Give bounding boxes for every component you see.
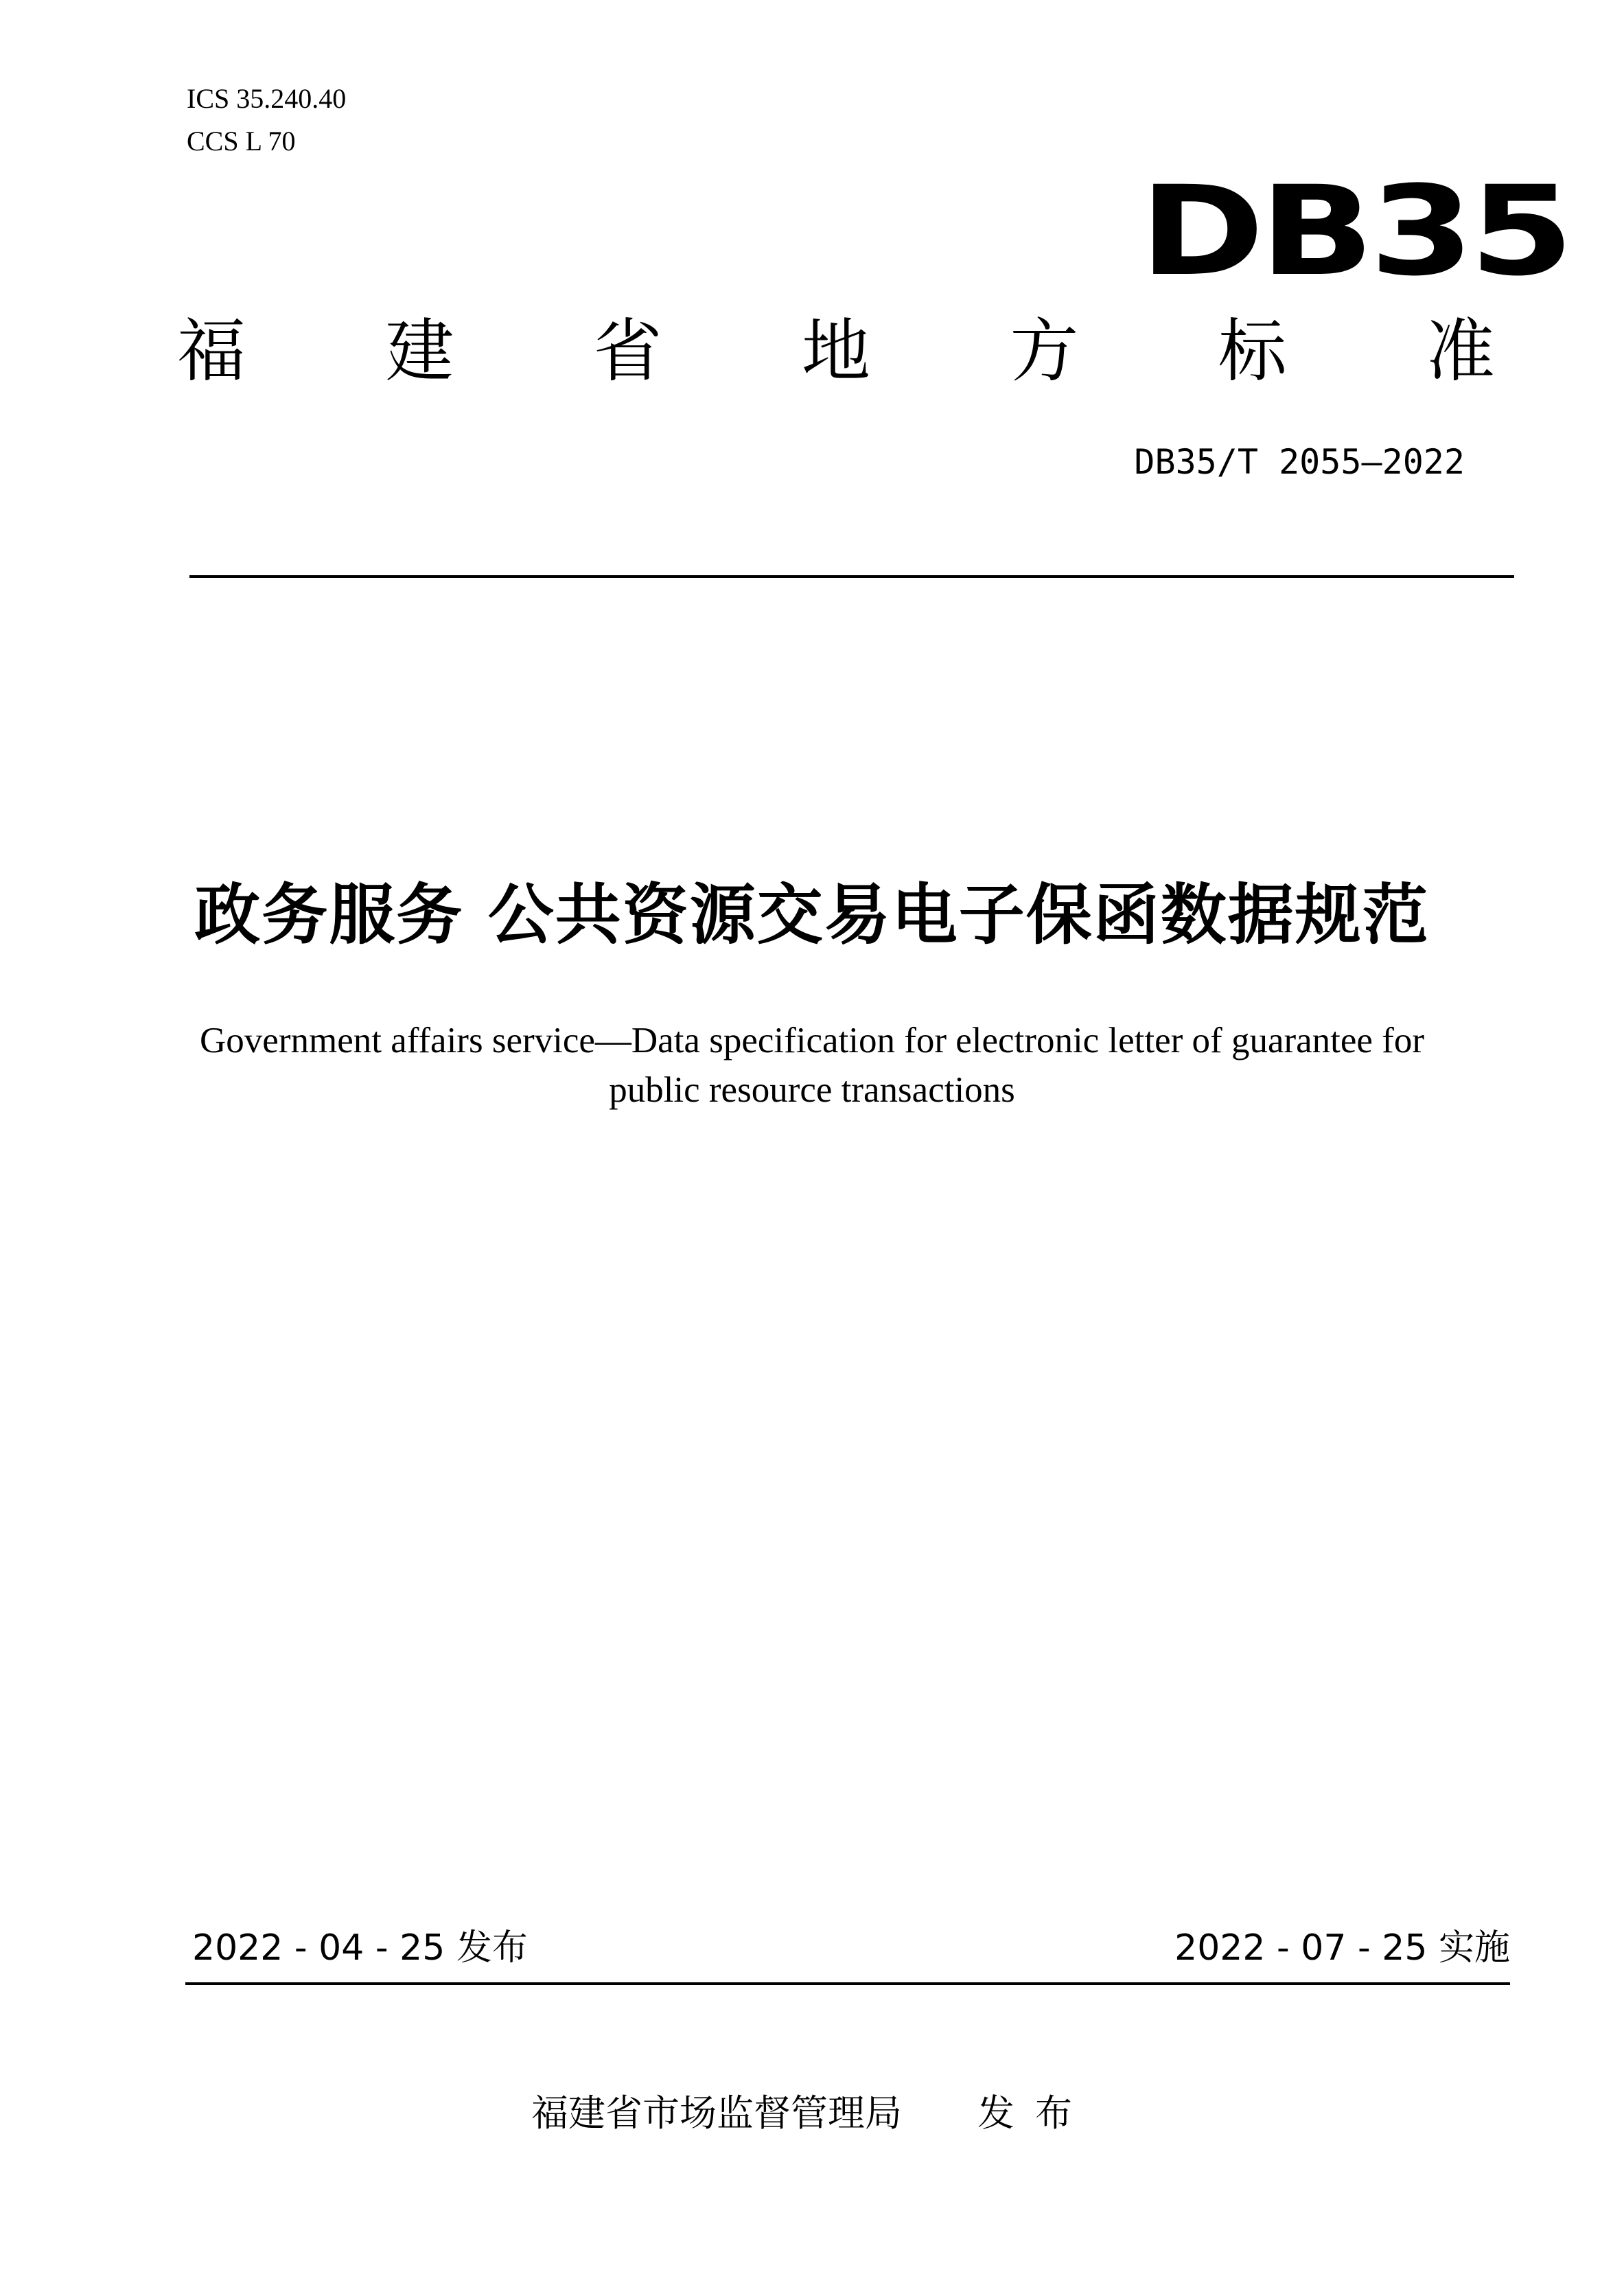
standard-type-char: 标 [1218,311,1287,391]
standard-type-char: 省 [593,311,662,391]
ccs-code: CCS L 70 [187,126,296,156]
standard-type-char: 方 [1010,311,1079,391]
ics-code: ICS 35.240.40 [187,83,347,114]
document-title-chinese: 政务服务 公共资源交易电子保函数据规范 [194,877,1430,953]
english-title-line: public resource transactions [609,1070,1015,1110]
publish-date: 2022 - 04 - 25 发布 [192,1927,528,1969]
standard-type-char: 准 [1426,311,1495,391]
standard-number: DB35/T 2055—2022 [1134,442,1465,482]
english-title-line: Government affairs service—Data specification for electronic letter of guarantee for [200,1021,1424,1060]
standard-type-char: 福 [177,311,246,391]
standard-type-heading [177,311,1495,391]
issuing-authority [0,2091,1624,2135]
header-divider [189,575,1514,578]
standard-type-char: 建 [385,311,454,391]
db35-logo: DB35 [1139,160,1569,303]
document-title-english [0,1016,1624,1115]
issuer-name: 福建省市场监督管理局 [531,2091,902,2135]
issuer-verb: 发布 [977,2091,1093,2135]
standard-type-char: 地 [801,311,870,391]
footer-divider [185,1982,1510,1985]
implementation-date: 2022 - 07 - 25 实施 [1174,1927,1510,1969]
